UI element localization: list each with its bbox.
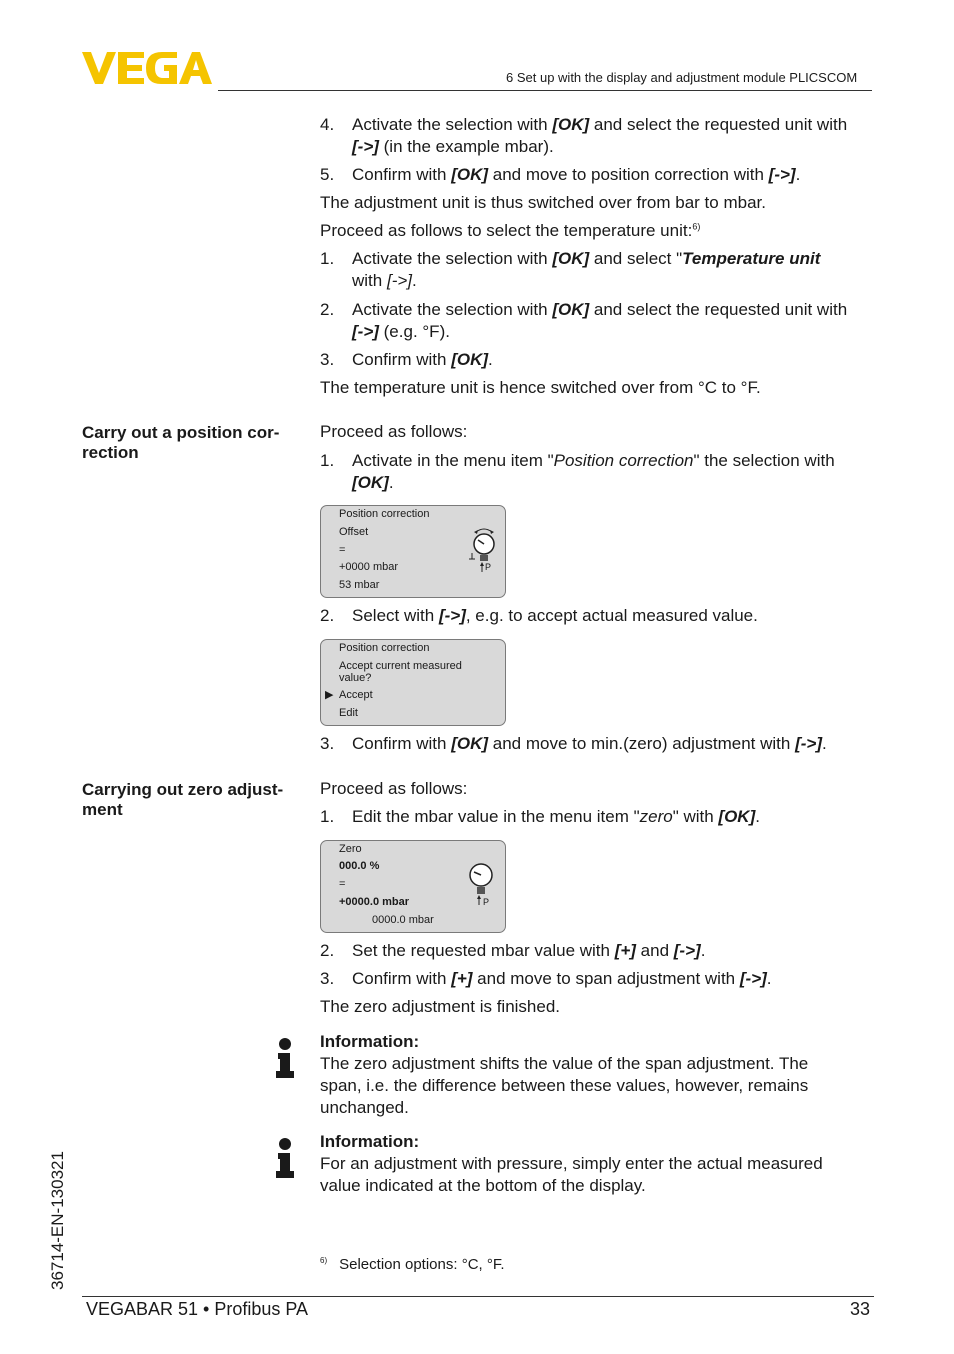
position-intro: Proceed as follows: [320, 422, 468, 441]
para-temp-switched: The temperature unit is hence switched over from °C to °F. [320, 378, 761, 397]
page-number: 33 [850, 1299, 871, 1319]
information-icon [274, 1038, 296, 1078]
footnote-ref: 6) [692, 221, 701, 232]
zero-finished: The zero adjustment is finished. [320, 997, 561, 1016]
info-box-2: Information: For an adjustment with pressure, simply enter the actual measured value indicated at the bottom of the display. [320, 1132, 823, 1195]
para-unit-switched: The adjustment unit is thus switched over from bar to mbar. [320, 193, 766, 212]
para-temp-intro: Proceed as follows to select the temperature unit:$^{6)}$ [320, 221, 701, 240]
zero-intro: Proceed as follows: [320, 779, 468, 798]
information-icon [274, 1138, 296, 1178]
section-heading-position-correction: Carry out a position cor- rection [82, 423, 280, 462]
selection-marker-icon: ▶ [325, 689, 334, 701]
footnote: $^{6)}$ Selection options: °C, °F. [320, 1256, 505, 1273]
display-position-correction-offset: Position correction Offset = +0000 mbar 53 mbar P [320, 505, 506, 598]
pressure-gauge-icon [465, 861, 495, 909]
display-zero: Zero 000.0 % = +0000.0 mbar 0000.0 mbar P [320, 840, 506, 933]
info-box-1: Information: The zero adjustment shifts the value of the span adjustment. The span, i.e. the difference between these values, however, remains unchanged. [320, 1032, 809, 1117]
document-code: 36714-EN-130321 [48, 1151, 67, 1290]
footer-divider [82, 1296, 874, 1297]
header-section-title: 6 Set up with the display and adjustment module PLICSCOM [506, 70, 858, 85]
footer-product: VEGABAR 51 • Profibus PA [86, 1299, 309, 1319]
display-position-correction-accept: Position correction Accept current measured value? ▶ Accept Edit [320, 639, 506, 726]
vega-logo [82, 52, 212, 84]
section-heading-zero-adjustment: Carrying out zero adjust- ment [82, 780, 284, 819]
pressure-gauge-icon [467, 526, 497, 576]
header-divider [218, 90, 872, 91]
